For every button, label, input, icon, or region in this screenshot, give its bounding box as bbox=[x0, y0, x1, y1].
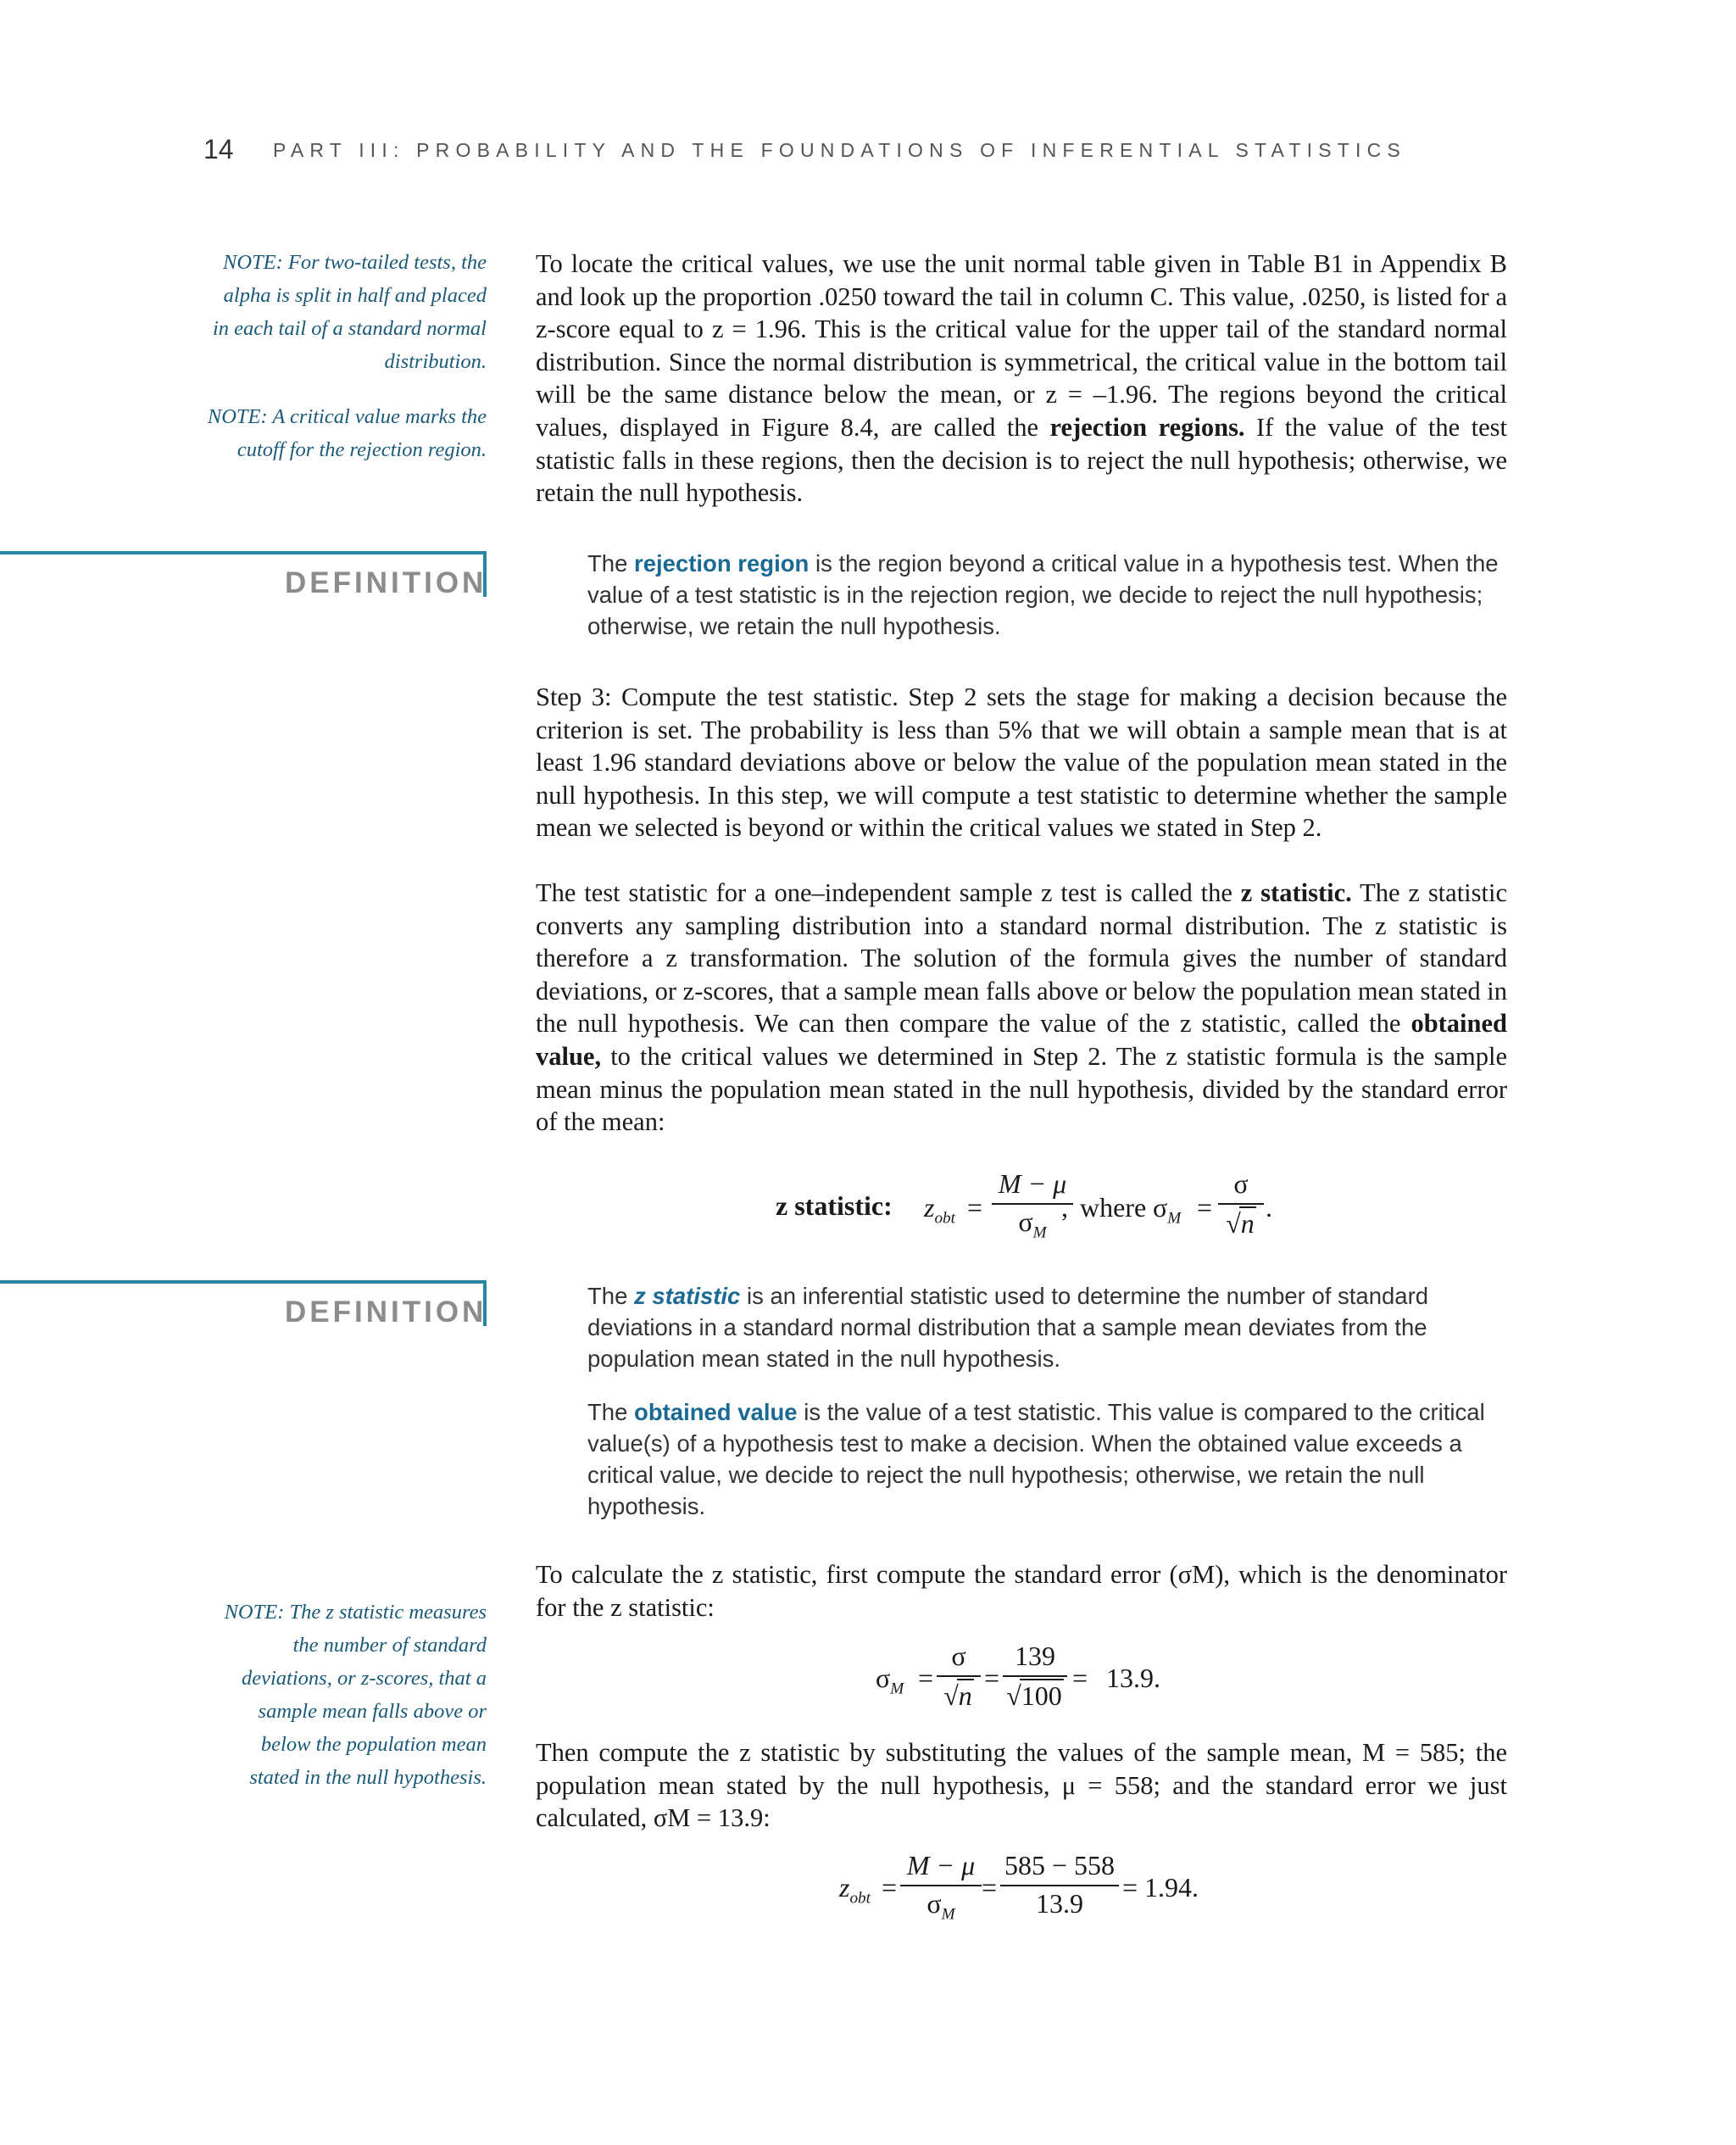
paragraph-critical-values: To locate the critical values, we use the unit normal table given in Table B1 in Appendix B and look up the proportion .0250 toward the tail in column C. This value, .0250, is listed for a z-score equal to z = 1.96. This is the critical value for the upper tail of the standard normal distribution. Since the normal distribution is symmetrical, the critical value in the bottom tail will be the same distance below the mean, or z = –1.96. The regions beyond the critical values, displayed in Figure 8.4, are called the rejection regions. If the value of the test statistic falls in these regions, then the decision is to reject the null hypothesis; otherwise, we retain the null hypothesis. bbox=[536, 249, 1507, 508]
equation-standard-error: $\sigma_M$ = σ √n = 139 √100 = 13.9. bbox=[876, 1641, 1160, 1711]
term-rejection-region: rejection region bbox=[634, 550, 810, 577]
term-obtained-value: obtained value, bbox=[536, 1009, 1507, 1071]
paragraph-compute-z: Then compute the z statistic by substituting the values of the sample mean, M = 585; the population mean stated by the null hypothesis, μ = 558; and the standard error we just calculated, σM = 13.9: bbox=[536, 1738, 1507, 1833]
paragraph-step-3: Step 3: Compute the test statistic. Step 2 sets the stage for making a decision because the criterion is set. The probability is less than 5% that we will obtain a sample mean that is at least 1.96 standard deviations above or below the value of the population mean stated in the null hypothesis. In this step, we will compute a test statistic to determine whether the sample mean we selected is beyond or within the critical values we stated in Step 2. bbox=[536, 682, 1507, 843]
definition-obtained-value: The obtained value is the value of a test statistic. This value is compared to the critical value(s) of a hypothesis test to make a decision. When the obtained value exceeds a critical value, we decide to reject the null hypothesis; otherwise, we retain the null hypothesis. bbox=[587, 1399, 1485, 1519]
equation-z-statistic-formula: z statistic: $z_{obt}$ = M − μ $\sigma_M$ , where $\sigma_M$ = σ √n . bbox=[776, 1168, 1272, 1242]
margin-note-alpha-split: NOTE: For two-tailed tests, the alpha is split in half and placed in each tail of a standard normal distribution. bbox=[212, 251, 487, 373]
term-rejection-regions: rejection regions. bbox=[1049, 412, 1245, 442]
definition-rejection-region: The rejection region is the region beyond a critical value in a hypothesis test. When the value of a test statistic is in the rejection region, we decide to reject the null hypothesis; otherwise, we retain the null hypothesis. bbox=[587, 550, 1499, 639]
page-header bbox=[203, 134, 1526, 171]
running-head: PART III: PROBABILITY AND THE FOUNDATIONS OF INFERENTIAL STATISTICS bbox=[273, 139, 1406, 161]
equation-label: z statistic: bbox=[776, 1190, 893, 1221]
definition-z-statistic: The z statistic is an inferential statistic used to determine the number of standard deviations in a standard normal distribution that a sample mean deviates from the population mean stated in the null hypothesis. bbox=[587, 1283, 1429, 1372]
paragraph-z-statistic: The test statistic for a one–independent sample z test is called the z statistic. The z statistic converts any sampling distribution into a standard normal distribution. The z statistic is therefore a z transformation. The solution of the formula gives the number of standard deviations, or z-scores, that a sample mean falls above or below the population mean stated in the null hypothesis. We can then compare the value of the z statistic, called the obtained value, to the critical values we determined in Step 2. The z statistic formula is the sample mean minus the population mean stated in the null hypothesis, divided by the standard error of the mean: bbox=[536, 878, 1507, 1137]
term-z-statistic: z statistic bbox=[634, 1283, 741, 1309]
definition-label: DEFINITION bbox=[285, 1295, 487, 1329]
term-z-statistic: z statistic. bbox=[1240, 878, 1352, 907]
definition-label: DEFINITION bbox=[285, 566, 487, 599]
term-obtained-value: obtained value bbox=[634, 1399, 798, 1425]
equation-z-obtained: $z_{obt}$ = M − μ $\sigma_M$ = 585 − 558 13.9 = 1.94. bbox=[839, 1850, 1199, 1924]
paragraph-standard-error: To calculate the z statistic, first compute the standard error (σM), which is the denominator for the z statistic: bbox=[536, 1560, 1507, 1622]
margin-note-z-statistic: NOTE: The z statistic measures the number of standard deviations, or z-scores, that a sample mean falls above or below the population mean stated in the null hypothesis. bbox=[224, 1601, 487, 1789]
page-number: 14 bbox=[203, 134, 234, 164]
margin-note-critical-value: NOTE: A critical value marks the cutoff for the rejection region. bbox=[207, 405, 487, 461]
